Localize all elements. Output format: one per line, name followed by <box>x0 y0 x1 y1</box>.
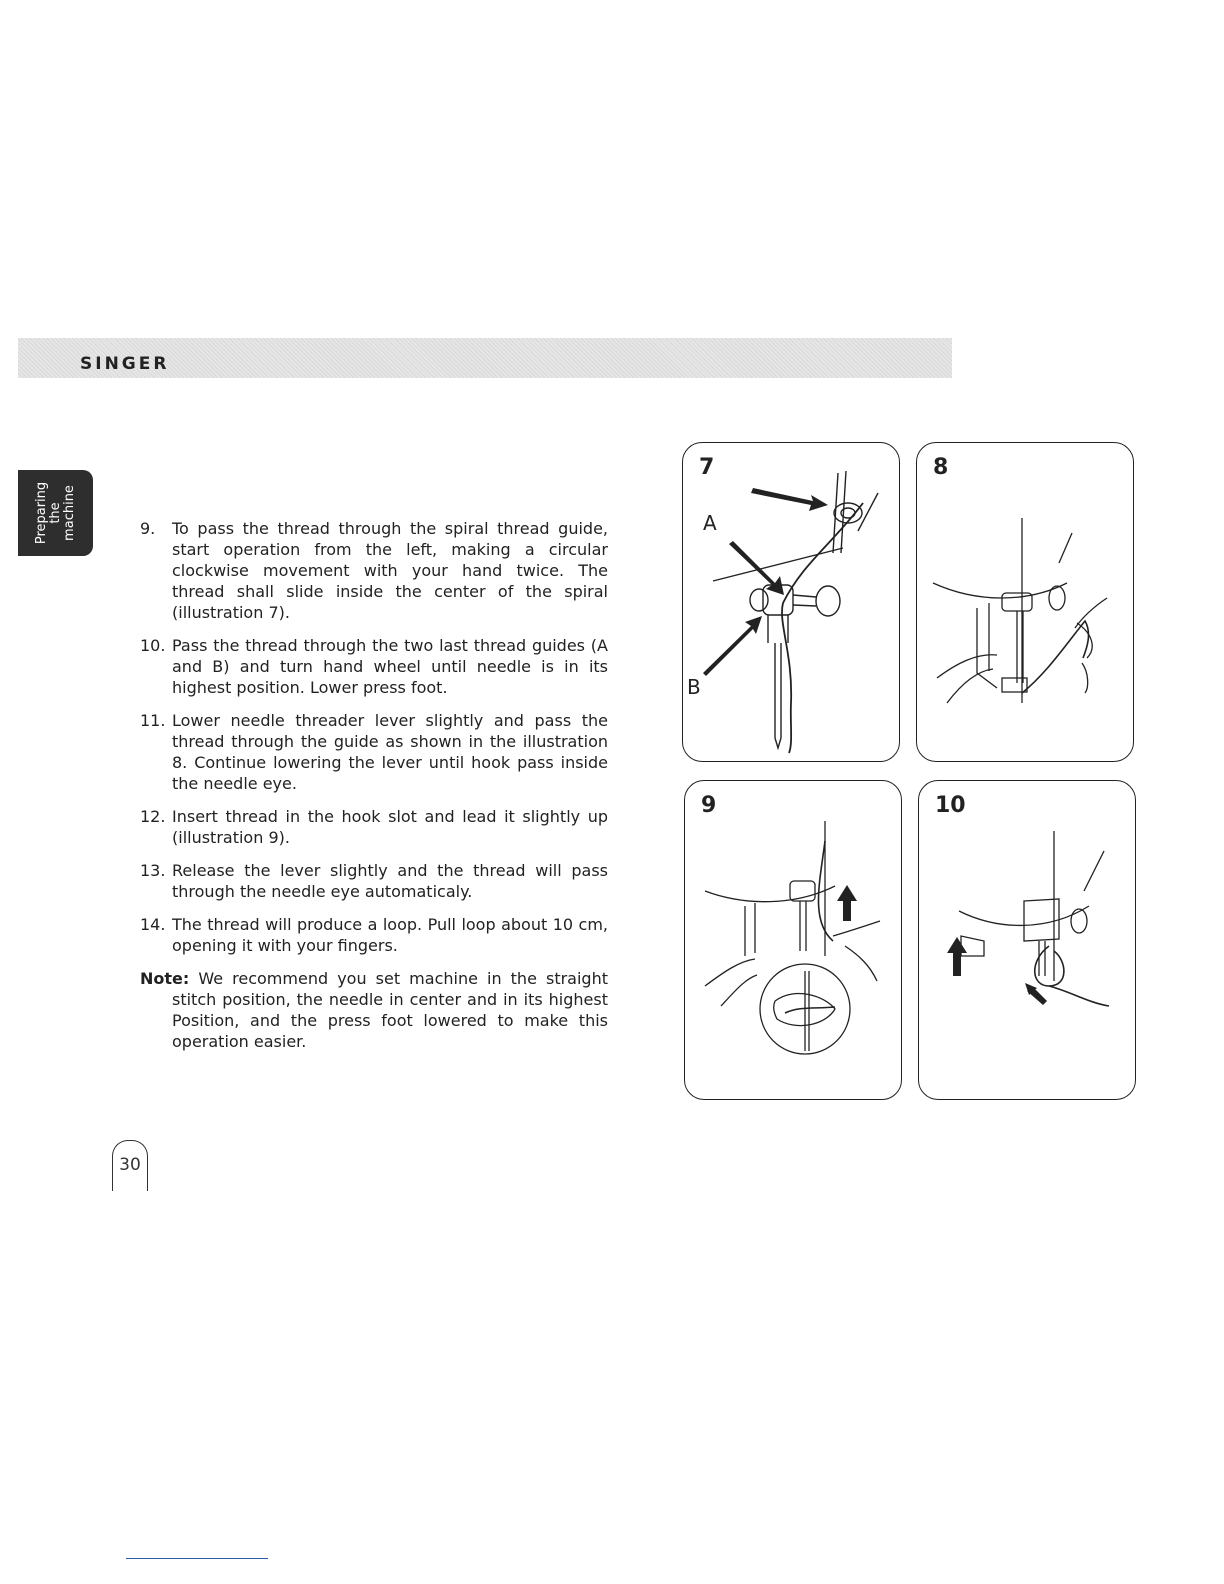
step-number: 13. <box>140 861 166 880</box>
step-text: To pass the thread through the spiral thread guide, start operation from the left, making a circular clockwise movement with your hand twice. The thread shall slide inside the center of the spiral (illustration 7). <box>172 519 608 622</box>
step-text: Insert thread in the hook slot and lead it slightly up (illustration 9). <box>172 807 608 847</box>
page-number-text: 30 <box>119 1155 141 1175</box>
step-item <box>140 518 608 623</box>
step-number: 14. <box>140 915 166 934</box>
illustration-7 <box>682 442 900 762</box>
step-item <box>140 860 608 902</box>
label-b: B <box>687 675 701 699</box>
step-text: The thread will produce a loop. Pull loop about 10 cm, opening it with your fingers. <box>172 915 608 955</box>
illustration-number: 10 <box>935 793 966 818</box>
step-item <box>140 914 608 956</box>
illustration-number: 8 <box>933 455 949 480</box>
step-text: Pass the thread through the two last thread guides (A and B) and turn hand wheel until needle is in its highest position. Lower press foot. <box>172 636 608 697</box>
step-number: 9. <box>140 519 156 538</box>
step-text: Lower needle threader lever slightly and pass the thread through the guide as shown in the illustration 8. Continue lowering the lever until hook pass inside the needle eye. <box>172 711 608 793</box>
note <box>140 968 608 1052</box>
step-number: 12. <box>140 807 166 826</box>
section-tab-label: Preparing the machine <box>33 481 77 545</box>
note-label: Note: <box>140 969 190 988</box>
step-item <box>140 806 608 848</box>
threading-drawing-10 <box>919 781 1135 1099</box>
illustration-8 <box>916 442 1134 762</box>
illustration-number: 9 <box>701 793 717 818</box>
label-a: A <box>703 511 717 535</box>
threading-drawing-7 <box>683 443 899 761</box>
step-item <box>140 710 608 794</box>
footer-line <box>126 1558 268 1559</box>
illustration-9 <box>684 780 902 1100</box>
illustration-10 <box>918 780 1136 1100</box>
threading-drawing-9 <box>685 781 901 1099</box>
brand-logo: SINGER <box>80 354 170 374</box>
step-number: 10. <box>140 636 166 655</box>
note-text: We recommend you set machine in the straight stitch position, the needle in center and in its highest Position, and the press foot lowered to make this operation easier. <box>172 969 608 1051</box>
instructions-list <box>140 518 608 1052</box>
page-number <box>112 1140 148 1191</box>
section-tab <box>18 470 93 556</box>
illustration-number: 7 <box>699 455 715 480</box>
step-number: 11. <box>140 711 166 730</box>
threading-drawing-8 <box>917 443 1133 761</box>
step-text: Release the lever slightly and the thread will pass through the needle eye automaticaly. <box>172 861 608 901</box>
step-item <box>140 635 608 698</box>
